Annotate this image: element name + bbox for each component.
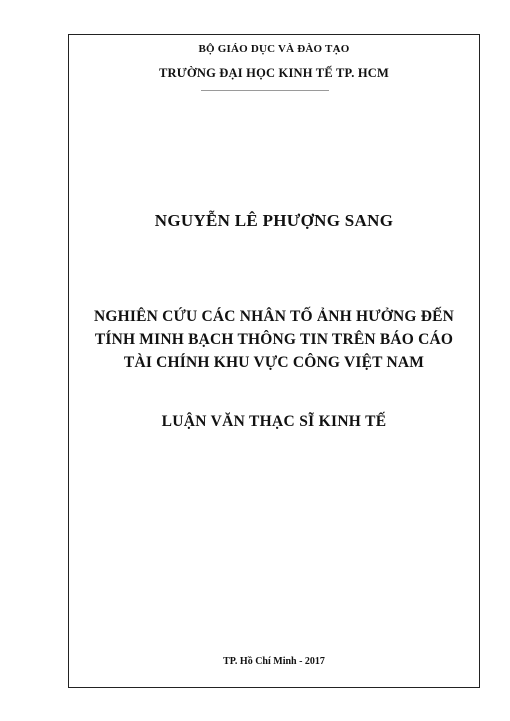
thesis-title-line: TÀI CHÍNH KHU VỰC CÔNG VIỆT NAM <box>123 354 425 371</box>
degree-type: LUẬN VĂN THẠC SĨ KINH TẾ <box>161 413 387 430</box>
thesis-title-line: NGHIÊN CỨU CÁC NHÂN TỐ ẢNH HƯỞNG ĐẾN <box>93 308 455 325</box>
thesis-title-line: TÍNH MINH BẠCH THÔNG TIN TRÊN BÁO CÁO <box>94 331 454 348</box>
ministry-name: BỘ GIÁO DỤC VÀ ĐÀO TẠO <box>198 43 350 55</box>
author-name: NGUYỄN LÊ PHƯỢNG SANG <box>154 211 394 230</box>
place-and-year: TP. Hồ Chí Minh - 2017 <box>223 656 325 667</box>
university-name: TRƯỜNG ĐẠI HỌC KINH TẾ TP. HCM <box>159 66 389 80</box>
cover-page-frame <box>68 34 480 688</box>
thesis-title <box>69 305 479 374</box>
header-divider <box>201 90 329 91</box>
